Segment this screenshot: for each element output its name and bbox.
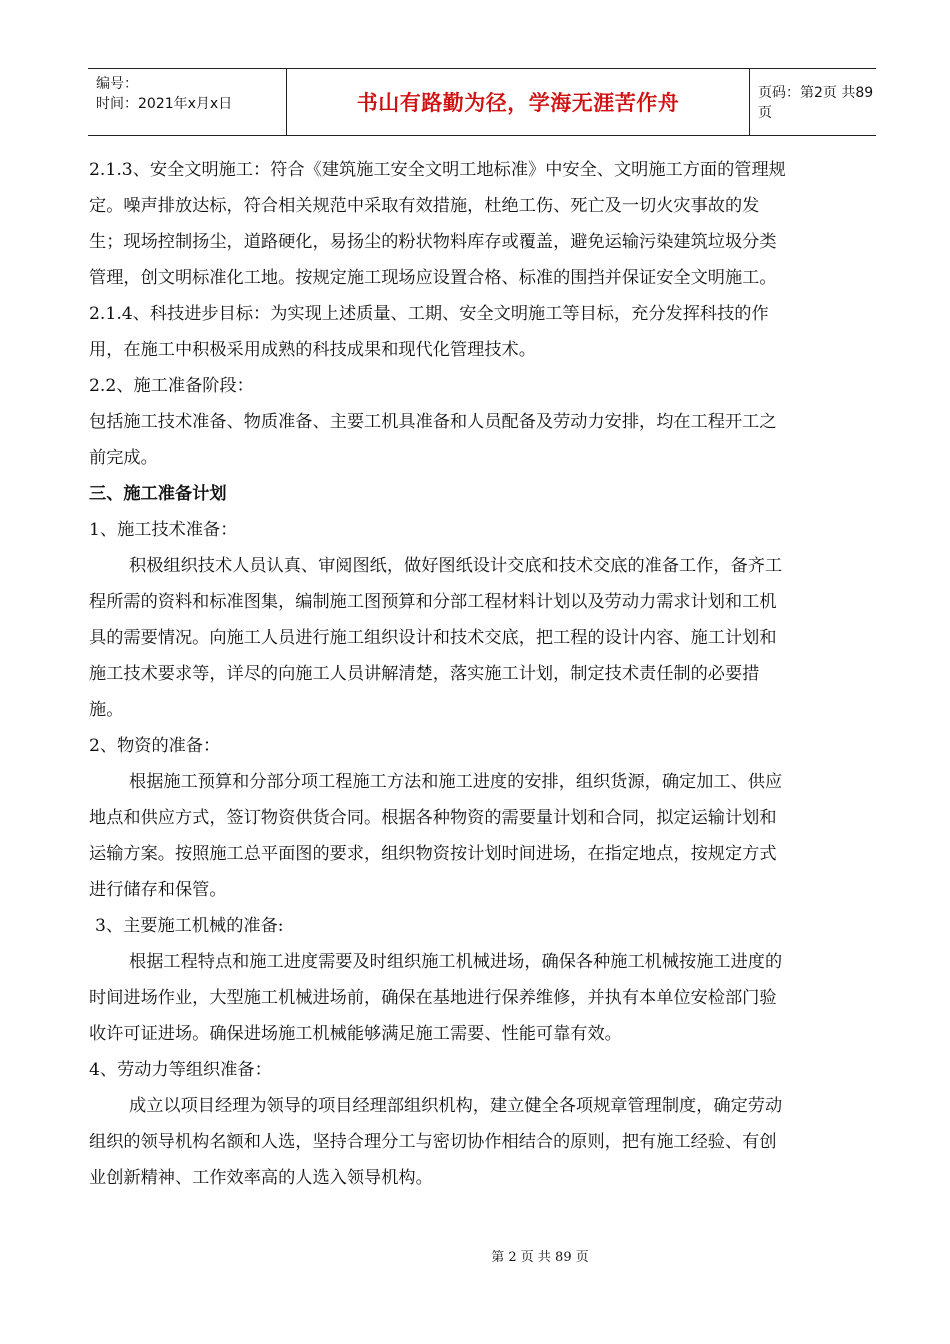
body-line: 组织的领导机构名额和人选，坚持合理分工与密切协作相结合的原则，把有施工经验、有创 [89,1132,777,1152]
body-line: 根据工程特点和施工进度需要及时组织施工机械进场，确保各种施工机械按施工进度的 [129,952,783,972]
body-line: 程所需的资料和标准图集，编制施工图预算和分部工程材料计划以及劳动力需求计划和工机 [89,592,777,612]
body-line: 收许可证进场。确保进场施工机械能够满足施工需要、性能可靠有效。 [89,1024,622,1044]
body-line: 积极组织技术人员认真、审阅图纸，做好图纸设计交底和技术交底的准备工作，备齐工 [129,556,783,576]
body-line: 成立以项目经理为领导的项目经理部组织机构，建立健全各项规章管理制度，确定劳动 [129,1096,783,1116]
header-meta [88,69,286,135]
body-line: 施工技术要求等，详尽的向施工人员讲解清楚，落实施工计划，制定技术责任制的必要措 [89,664,760,684]
document-number-label: 编号： [96,76,138,92]
body-line: 前完成。 [89,448,158,468]
body-line: 用，在施工中积极采用成熟的科技成果和现代化管理技术。 [89,340,536,360]
body-line: 地点和供应方式，签订物资供货合同。根据各种物资的需要量计划和合同，拟定运输计划和 [89,808,777,828]
body-line: 进行储存和保管。 [89,880,227,900]
body-line: 2.1.4、科技进步目标：为实现上述质量、工期、安全文明施工等目标，充分发挥科技的作 [89,304,769,324]
body-line: 管理，创文明标准化工地。按规定施工现场应设置合格、标准的围挡并保证安全文明施工。 [89,268,777,288]
body-line: 2.1.3、安全文明施工：符合《建筑施工安全文明工地标准》中安全、文明施工方面的管理规 [89,160,786,180]
header-motto: 书山有路勤为径，学海无涯苦作舟 [356,91,680,115]
header-motto-cell [286,69,750,135]
body-line: 定。噪声排放达标，符合相关规范中采取有效措施，杜绝工伤、死亡及一切火灾事故的发 [89,196,760,216]
footer-page-number: 第 2 页 共 89 页 [491,1250,589,1265]
body-line: 包括施工技术准备、物质准备、主要工机具准备和人员配备及劳动力安排，均在工程开工之 [89,412,777,432]
section-heading: 3、主要施工机械的准备: [95,916,284,936]
body-line: 施。 [89,700,124,720]
body-line: 具的需要情况。向施工人员进行施工组织设计和技术交底，把工程的设计内容、施工计划和 [89,628,777,648]
section-heading: 4、劳动力等组织准备： [89,1060,272,1080]
document-date: 时间：2021年x月x日 [96,96,233,112]
section-heading: 1、施工技术准备： [89,520,238,540]
body-line: 时间进场作业，大型施工机械进场前，确保在基地进行保养维修，并执有本单位安检部门验 [89,988,777,1008]
page-header [88,68,876,136]
body-line: 业创新精神、工作效率高的人选入领导机构。 [89,1168,433,1188]
chapter-heading: 三、施工准备计划 [89,484,227,504]
header-page-info: 页码：第2页 共89页 [758,85,874,121]
section-heading: 2、物资的准备： [89,736,221,756]
body-line: 运输方案。按照施工总平面图的要求，组织物资按计划时间进场，在指定地点，按规定方式 [89,844,777,864]
body-line: 生；现场控制扬尘，道路硬化，易扬尘的粉状物料库存或覆盖，避免运输污染建筑垃圾分类 [89,232,777,252]
section-heading: 2.2、施工准备阶段： [89,376,254,396]
page-footer [0,1246,950,1265]
body-line: 根据施工预算和分部分项工程施工方法和施工进度的安排，组织货源，确定加工、供应 [129,772,783,792]
